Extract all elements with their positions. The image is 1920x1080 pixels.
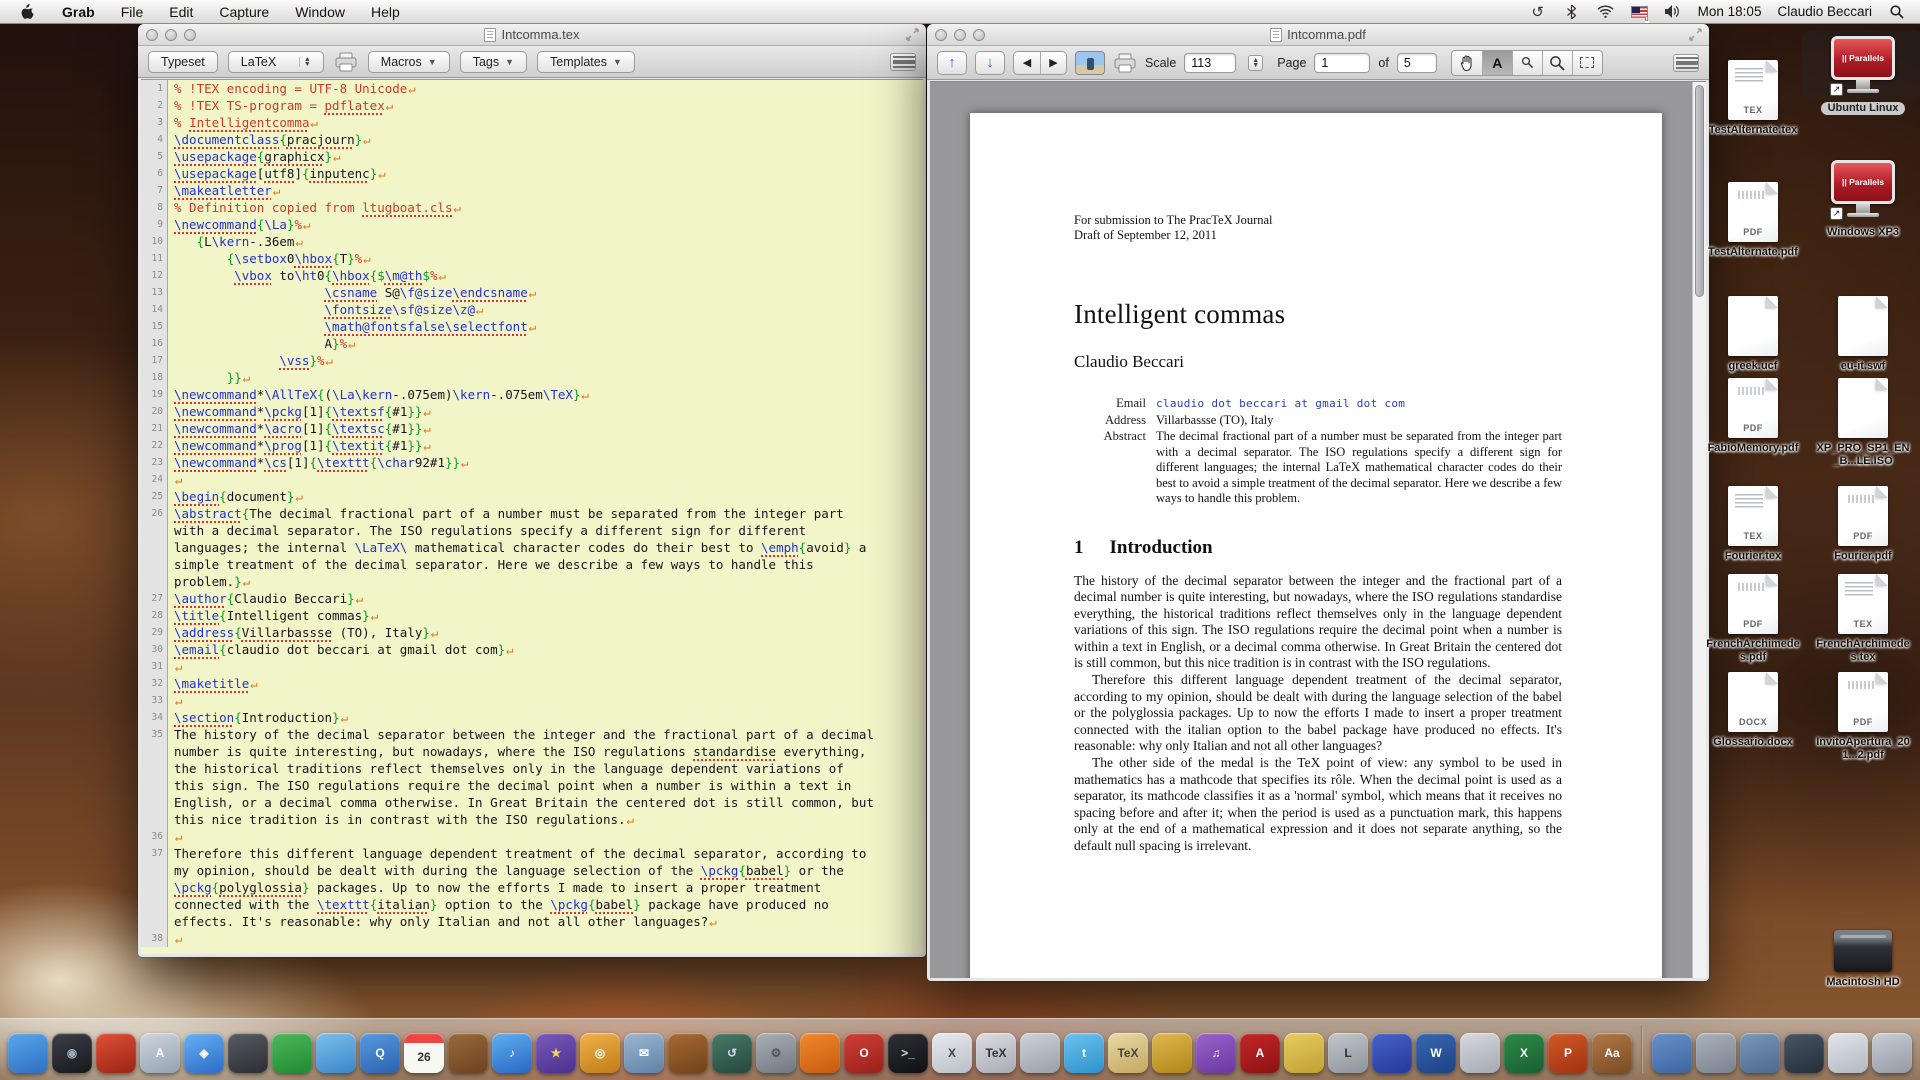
menu-edit[interactable]: Edit [169, 3, 194, 20]
dock-icon-bibdesk[interactable] [1152, 1033, 1192, 1073]
forward-button[interactable]: ▶ [1040, 52, 1066, 74]
code-line: 19 \newcommand*\AllTeX{(\La\kern-.075em)\kern-.075em\TeX}↵ [141, 386, 923, 403]
pdf-meta-row: Email claudio dot beccari at gmail dot com [1116, 396, 1406, 410]
back-button[interactable]: ◀ [1014, 52, 1040, 74]
code-line: 32 \maketitle↵ [141, 675, 923, 692]
dock-icon-excel[interactable]: X [1504, 1033, 1544, 1073]
code-line: 22 \newcommand*\prog[1]{\textit{#1}}↵ [141, 437, 923, 454]
pdf-page [970, 113, 1662, 978]
desktop-icon-fourier-tex[interactable]: TEX Fourier.tex [1706, 482, 1800, 563]
pdf-window-title: Intcomma.pdf [1287, 27, 1366, 42]
scale-stepper[interactable]: ▲ ▼ [1248, 55, 1263, 71]
pdf-scrollbar[interactable] [1692, 82, 1706, 978]
toolbar-config-icon[interactable] [890, 53, 916, 71]
pdf-article-meta [1074, 396, 1562, 507]
menu-bar-clock[interactable]: Mon 18:05 [1697, 4, 1762, 19]
code-line: 27 \author{Claudio Beccari}↵ [141, 590, 923, 607]
code-line: this sign. The ISO regulations require the decimal point when a number is within a text in [141, 777, 923, 794]
dock-icon-gray-doc[interactable] [1460, 1033, 1500, 1073]
desktop-icon-eu-it-swf[interactable]: eu-it.swf [1816, 292, 1910, 373]
dock-icon-latexit[interactable]: L [1328, 1033, 1368, 1073]
dock-icon-adobe-reader[interactable]: A [1240, 1033, 1280, 1073]
dock-icon-ical[interactable]: 26 [404, 1033, 444, 1073]
text-select-tool[interactable]: A [1482, 51, 1512, 75]
pdf-header-line1: For submission to The PracTeX Journal [1074, 213, 1273, 227]
engine-stepper-icon: ▲ ▼ [299, 57, 311, 67]
dock-icon-twitter[interactable]: t [1064, 1033, 1104, 1073]
code-line: 16 A}%↵ [141, 335, 923, 352]
pdf-section-heading [1074, 537, 1562, 559]
dock-icon-skein[interactable] [1284, 1033, 1324, 1073]
code-line: this nice tradition is in contrast with the ISO regulations.↵ [141, 811, 923, 828]
dock-icon-red-rocket[interactable] [96, 1033, 136, 1073]
time-machine-icon[interactable]: ↺ [1531, 3, 1544, 21]
code-line: 15 \math@fontsfalse\selectfont↵ [141, 318, 923, 335]
typeset-source-button[interactable] [1075, 51, 1105, 75]
code-line: 10 {L\kern-.36em↵ [141, 233, 923, 250]
section-title: Introduction [1109, 536, 1213, 558]
dock-icon-system-preferences[interactable]: ⚙ [756, 1033, 796, 1073]
pdf-header-line2: Draft of September 12, 2011 [1074, 228, 1217, 242]
code-line: 13 \csname S@\f@size\endcsname↵ [141, 284, 923, 301]
tex-doc-icon [484, 28, 496, 42]
dock-icon-ichat[interactable] [316, 1033, 356, 1073]
hand-tool[interactable] [1452, 51, 1482, 75]
print-icon[interactable] [334, 52, 358, 72]
pdf-titlebar[interactable] [927, 24, 1709, 46]
code-line: 30 \email{claudio dot beccari at gmail dot com}↵ [141, 641, 923, 658]
editor-titlebar[interactable] [138, 24, 926, 46]
pdf-viewport[interactable] [930, 81, 1706, 978]
dock-icon-x11[interactable]: X [932, 1033, 972, 1073]
code-line: English, or a decimal comma otherwise. In Great Britain the centered dot is still common, but [141, 794, 923, 811]
dock-icon-word[interactable]: W [1416, 1033, 1456, 1073]
expand-icon[interactable] [905, 27, 920, 42]
spotlight-icon[interactable] [1888, 4, 1906, 20]
desktop-icon-glossario-docx[interactable]: DOCX Glossario.docx [1706, 668, 1800, 749]
pdf-paragraph: The history of the decimal separator between the integer and the fractional part of a decimal number is quite interesting, but nowadays, where the ISO regulations standardise everything, the historical traditions reflect themselves only in the language dependent variations of this sign. The ISO regulations require the decimal point when a number is within a text in English, or a decimal comma otherwise. In Great Britain the centered dot is still common, but this nice tradition is in contrast with the ISO regulations. [1074, 572, 1562, 671]
menu-capture[interactable]: Capture [219, 3, 270, 20]
pdf-paragraph: The other side of the medal is the TeX point of view: any symbol to be used in mathematics has a mathcode that specifies its rôle. When the decimal point is used as a separator, its mathcode classifies it as a 'normal' symbol, which means that it receives no spacing before and after it; when the period is used as a punctuation mark, this happens only at the end of a mathematical expression and it does not separate anything, so the default null spacing is irrelevant. [1074, 755, 1562, 853]
templates-popup[interactable]: Templates ▼ [537, 51, 635, 73]
code-line: with a decimal separator. The ISO regulations specify a different sign for different [141, 522, 923, 539]
dock-icon-stack-documents[interactable] [1696, 1033, 1736, 1073]
code-line: 4 \documentclass{pracjourn}↵ [141, 131, 923, 148]
code-line: 23 \newcommand*\cs[1]{\texttt{\char92#1}}↵ [141, 454, 923, 471]
select-rectangle-tool[interactable] [1572, 51, 1602, 75]
dock-icon-photo-booth[interactable] [228, 1033, 268, 1073]
page-field[interactable]: 1 [1314, 53, 1370, 73]
pdf-meta-row: Address Villarbassse (TO), Italy [1105, 412, 1274, 427]
dock-icon-folder-dark[interactable] [1784, 1033, 1824, 1073]
desktop-icon-macintosh-hd[interactable]: Macintosh HD [1816, 908, 1910, 989]
code-line: 38 ↵ [141, 930, 923, 947]
dock-icon-imovie[interactable]: ★ [536, 1033, 576, 1073]
code-line: 11 {\setbox0\hbox{T}%↵ [141, 250, 923, 267]
dock-icon-iphoto[interactable]: ◎ [580, 1033, 620, 1073]
volume-icon[interactable] [1664, 4, 1682, 20]
source-editor[interactable] [141, 79, 923, 954]
dock-icon-itunes[interactable]: ♪ [492, 1033, 532, 1073]
dock-icon-stack-downloads[interactable] [1652, 1033, 1692, 1073]
code-line: 1 % !TEX encoding = UTF-8 Unicode↵ [141, 80, 923, 97]
tags-popup[interactable]: Tags ▼ [460, 51, 527, 73]
dock-icon-terminal[interactable]: >_ [888, 1033, 928, 1073]
code-line: 31 ↵ [141, 658, 923, 675]
code-line: effects. It's reasonable: why only Italian and not all other languages?↵ [141, 913, 923, 930]
macros-popup[interactable]: Macros ▼ [368, 51, 450, 73]
page-label: Page [1277, 55, 1307, 70]
desktop-icon-xp-pro-sp1-en-b-le-iso[interactable]: XP_PRO_SP1_EN_B...LE.ISO [1816, 374, 1910, 468]
dock-icon-mail[interactable]: ✉ [624, 1033, 664, 1073]
dock-icon-trash[interactable] [1872, 1033, 1912, 1073]
dock [0, 1018, 1920, 1080]
dock-icon-finder[interactable] [8, 1033, 48, 1073]
input-language-flag-icon[interactable] [1631, 6, 1648, 18]
dock-icon-garageband[interactable] [668, 1033, 708, 1073]
dock-icon-safari[interactable]: ◈ [184, 1033, 224, 1073]
magnify-small-tool[interactable] [1512, 51, 1542, 75]
code-line: simple treatment of the decimal separator. Here we describe a few ways to handle this [141, 556, 923, 573]
menu-window[interactable]: Window [295, 3, 345, 20]
code-line: 5 \usepackage{graphicx}↵ [141, 148, 923, 165]
code-line: 12 \vbox to\ht0{\hbox{$\m@th$%↵ [141, 267, 923, 284]
code-line: 20 \newcommand*\pckg[1]{\textsf{#1}}↵ [141, 403, 923, 420]
dock-icon-itexmac[interactable] [1372, 1033, 1412, 1073]
dock-icon-texshop[interactable]: TeX [976, 1033, 1016, 1073]
apple-menu-icon[interactable] [18, 4, 36, 20]
code-line: 26 \abstract{The decimal fractional part of a number must be separated from the integer part [141, 505, 923, 522]
menu-bar-user[interactable]: Claudio Beccari [1777, 4, 1872, 19]
dock-icon-quicktime[interactable]: Q [360, 1033, 400, 1073]
desktop-icon-ubuntu-linux[interactable]: || Parallels ↗ Ubuntu Linux [1816, 34, 1910, 116]
desktop-icon-windows-xp3[interactable]: || Parallels ↗ Windows XP3 [1816, 158, 1910, 239]
code-line: problem.}↵ [141, 573, 923, 590]
pdf-body-text [1074, 573, 1562, 855]
expand-icon[interactable] [1688, 27, 1703, 42]
dock-icon-dictionary[interactable]: Aa [1592, 1033, 1632, 1073]
print-icon[interactable] [1113, 53, 1137, 73]
menu-file[interactable]: File [120, 3, 144, 20]
desktop-icon-greek-ucf[interactable]: greek.ucf [1706, 292, 1800, 373]
dock-icon-white-doc[interactable] [1828, 1033, 1868, 1073]
code-line: 18 }}↵ [141, 369, 923, 386]
magnify-large-tool[interactable] [1542, 51, 1572, 75]
pdf-window [927, 24, 1709, 981]
dock-icon-facetime[interactable] [272, 1033, 312, 1073]
scale-field[interactable]: 113 [1184, 53, 1236, 73]
code-line: 36 ↵ [141, 828, 923, 845]
code-line: languages; the internal \LaTeX\ mathematical character codes do their best to \emph{avoid} a [141, 539, 923, 556]
toolbar-config-icon[interactable] [1673, 54, 1699, 72]
desktop-icon-testalternate-pdf[interactable]: PDF TestAlternate.pdf [1706, 178, 1800, 259]
dock-icon-dashboard[interactable]: ◉ [52, 1033, 92, 1073]
menu-bar [0, 0, 1920, 24]
of-label: of [1378, 55, 1389, 70]
code-line: connected with the \texttt{italian} option to the \pckg{babel} package have produced no [141, 896, 923, 913]
code-line: number is quite interesting, but nowadays, where the ISO regulations standardise everything, [141, 743, 923, 760]
dock-icon-address-book[interactable] [448, 1033, 488, 1073]
desktop-icon-invitoapertura-201-2-pdf[interactable]: PDF InvitoApertura_201...2.pdf [1816, 668, 1910, 762]
desktop-icon-fabiomemory-pdf[interactable]: PDF FabioMemory.pdf [1706, 374, 1800, 455]
code-line: 34 \section{Introduction}↵ [141, 709, 923, 726]
code-line: 33 ↵ [141, 692, 923, 709]
code-line: 6 \usepackage[utf8]{inputenc}↵ [141, 165, 923, 182]
pdf-article-title: Intelligent commas [1074, 299, 1286, 329]
wifi-icon[interactable] [1597, 4, 1615, 20]
code-line: 14 \fontsize\sf@size\z@↵ [141, 301, 923, 318]
pdf-paragraph: Therefore this different language dependent treatment of the decimal separator, according to my opinion, should be dealt with during the language selection of the babel or the polyglossia packages. Up to now the efforts I made to insert a proper treatment connected with the italian option to the babel package have produced no effects. It's reasonable: why only Italian and not all other languages? [1074, 672, 1562, 754]
editor-window [138, 24, 926, 957]
code-line: 8 % Definition copied from ltugboat.cls↵ [141, 199, 923, 216]
dock-icon-time-machine[interactable]: ↺ [712, 1033, 752, 1073]
bluetooth-icon[interactable] [1563, 4, 1581, 20]
desktop-icon-fourier-pdf[interactable]: PDF Fourier.pdf [1816, 482, 1910, 563]
code-line: 17 \vss}%↵ [141, 352, 923, 369]
dock-icon-texworks[interactable]: TeX [1108, 1033, 1148, 1073]
pdf-doc-icon [1270, 28, 1282, 42]
desktop-icon-testalternate-tex[interactable]: TEX TestAlternate.tex [1706, 56, 1800, 137]
code-line: 3 % Intelligentcomma↵ [141, 114, 923, 131]
dock-icon-powerpoint[interactable]: P [1548, 1033, 1588, 1073]
previous-page-button[interactable]: ↑ [937, 51, 967, 75]
code-line: 29 \address{Villarbassse (TO), Italy}↵ [141, 624, 923, 641]
typeset-button[interactable]: Typeset [148, 51, 218, 73]
code-line: 21 \newcommand*\acro[1]{\textsc{#1}}↵ [141, 420, 923, 437]
app-menu-grab[interactable]: Grab [62, 3, 95, 20]
next-page-button[interactable]: ↓ [975, 51, 1005, 75]
pdf-article-author: Claudio Beccari [1074, 352, 1184, 371]
code-line: 24 ↵ [141, 471, 923, 488]
engine-popup[interactable]: LaTeX ▲ ▼ [228, 51, 324, 73]
editor-window-title: Intcomma.tex [501, 27, 580, 42]
dock-icon-tex-doc[interactable] [1020, 1033, 1060, 1073]
code-line: my opinion, should be dealt with during the language selection of the \pckg{babel} or the [141, 862, 923, 879]
code-line: 7 \makeatletter↵ [141, 182, 923, 199]
dock-icon-firefox[interactable] [800, 1033, 840, 1073]
pdf-toolbar [927, 46, 1709, 80]
pdf-meta-row: Abstract The decimal fractional part of a number must be separated from the integer part with a decimal separator. The ISO regulations specify a different sign for different languages; the internal LaTeX mathematical character codes do their best to avoid a simple treatment of the decimal separator. Here we describe a few ways to handle this problem. [1103, 429, 1562, 505]
dock-icon-opera[interactable]: O [844, 1033, 884, 1073]
code-line: 2 % !TEX TS-program = pdflatex↵ [141, 97, 923, 114]
menu-help[interactable]: Help [370, 3, 400, 20]
scale-label: Scale [1145, 55, 1177, 70]
desktop-icon-frencharchimedes-tex[interactable]: TEX FrenchArchimedes.tex [1816, 570, 1910, 664]
code-line: the historical traditions reflect themselves only in the language dependent variations of [141, 760, 923, 777]
code-line: \pckg{polyglossia} packages. Up to now the efforts I made to insert a proper treatment [141, 879, 923, 896]
code-line: 25 \begin{document}↵ [141, 488, 923, 505]
editor-toolbar [138, 46, 926, 78]
page-total-field[interactable]: 5 [1397, 53, 1437, 73]
code-line: 37 Therefore this different language dependent treatment of the decimal separator, according to [141, 845, 923, 862]
code-line: 35 The history of the decimal separator between the integer and the fractional part of a decimal [141, 726, 923, 743]
dock-icon-grid-stack[interactable] [1740, 1033, 1780, 1073]
section-number: 1 [1074, 536, 1084, 558]
code-line: 28 \title{Intelligent commas}↵ [141, 607, 923, 624]
dock-icon-music-note[interactable]: ♫ [1196, 1033, 1236, 1073]
desktop-icon-frencharchimedes-pdf[interactable]: PDF FrenchArchimedes.pdf [1706, 570, 1800, 664]
dock-icon-app-store[interactable]: A [140, 1033, 180, 1073]
dock-separator [1641, 1025, 1643, 1073]
code-line: 9 \newcommand{\La}%↵ [141, 216, 923, 233]
